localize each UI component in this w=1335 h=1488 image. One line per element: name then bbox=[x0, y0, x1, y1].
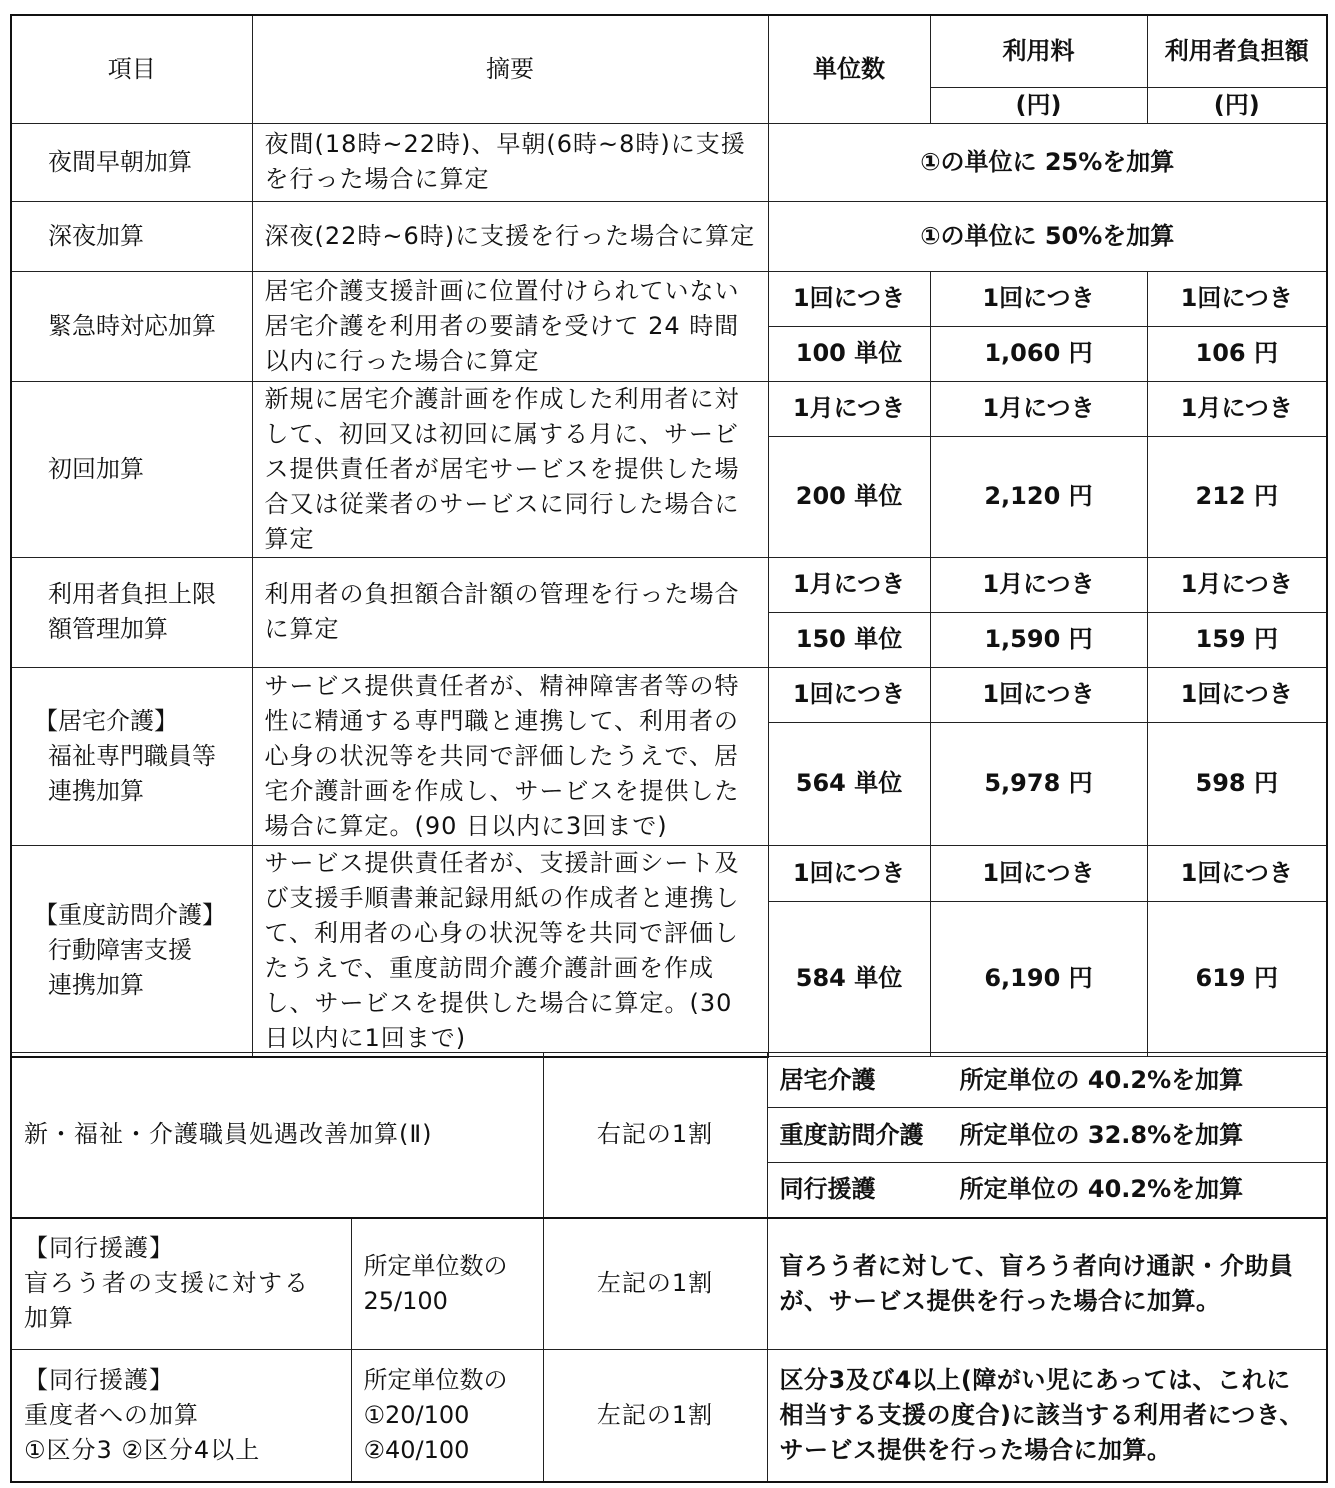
row-description: 利用者の負担額合計額の管理を行った場合に算定 bbox=[252, 557, 768, 667]
units-value: 100 単位 bbox=[768, 326, 930, 381]
row-label bbox=[11, 845, 252, 1057]
table-row bbox=[11, 271, 1327, 326]
per-unit-label: 1月につき bbox=[768, 381, 930, 436]
row-label-line: 盲ろう者の支援に対する bbox=[24, 1269, 310, 1298]
row-label-line: 重度者への加算 bbox=[24, 1400, 199, 1429]
row-description: 居宅介護支援計画に位置付けられていない居宅介護を利用者の要請を受けて 24 時間以内に行った場合に算定 bbox=[252, 271, 768, 381]
row-label: 夜間早朝加算 bbox=[11, 123, 252, 201]
row-label-line: 【居宅介護】 bbox=[34, 706, 178, 735]
row-merged-rate: ①の単位に 25%を加算 bbox=[768, 123, 1327, 201]
units-cell bbox=[351, 1350, 543, 1482]
row-description: 夜間(18時~22時)、早朝(6時~8時)に支援を行った場合に算定 bbox=[252, 123, 768, 201]
row-description: サービス提供責任者が、支援計画シート及び支援手順書兼記録用紙の作成者と連携して、利用者の心身の状況等を共同で評価したうえで、重度訪問介護介護計画を作成し、サービスを提供した場合に算定。(30 日以内に1回まで) bbox=[252, 845, 768, 1057]
burden-value: 159 円 bbox=[1147, 612, 1327, 667]
table-row bbox=[11, 557, 1327, 612]
units-value: 150 単位 bbox=[768, 612, 930, 667]
fee-value: 2,120 円 bbox=[930, 436, 1147, 557]
units-line: 所定単位数の bbox=[363, 1365, 508, 1394]
table-row bbox=[11, 201, 1327, 271]
table-row bbox=[11, 381, 1327, 436]
header-units: 単位数 bbox=[768, 15, 930, 123]
per-unit-label: 1月につき bbox=[768, 557, 930, 612]
per-unit-label: 1回につき bbox=[768, 667, 930, 722]
row-label bbox=[11, 1218, 351, 1350]
rate-value: 所定単位の 32.8%を加算 bbox=[959, 1120, 1244, 1149]
table-row bbox=[11, 1350, 1327, 1482]
burden-value: 106 円 bbox=[1147, 326, 1327, 381]
rate-service: 居宅介護 bbox=[779, 1065, 876, 1094]
rate-row bbox=[767, 1108, 1327, 1163]
table-row bbox=[11, 845, 1327, 901]
row-label bbox=[11, 557, 252, 667]
fee-table bbox=[10, 14, 1328, 1058]
per-fee-label: 1月につき bbox=[930, 557, 1147, 612]
fee-value: 6,190 円 bbox=[930, 901, 1147, 1056]
row-label: 深夜加算 bbox=[11, 201, 252, 271]
units-line: 25/100 bbox=[363, 1286, 448, 1315]
fee-value: 5,978 円 bbox=[930, 722, 1147, 845]
additional-fee-table bbox=[10, 1052, 1328, 1483]
units-line: ①20/100 bbox=[363, 1400, 470, 1429]
units-line: 所定単位数の bbox=[363, 1251, 508, 1280]
units-cell bbox=[351, 1218, 543, 1350]
per-burden-label: 1回につき bbox=[1147, 271, 1327, 326]
header-item: 項目 bbox=[11, 15, 252, 123]
per-fee-label: 1月につき bbox=[930, 381, 1147, 436]
units-line: ②40/100 bbox=[363, 1435, 470, 1464]
fee-cell: 左記の1割 bbox=[543, 1350, 767, 1482]
note-cell: 盲ろう者に対して、盲ろう者向け通訳・介助員が、サービス提供を行った場合に加算。 bbox=[767, 1218, 1327, 1350]
per-unit-label: 1回につき bbox=[768, 845, 930, 901]
row-description: 新規に居宅介護計画を作成した利用者に対して、初回又は初回に属する月に、サービス提供責任者が居宅サービスを提供した場合又は従業者のサービスに同行した場合に算定 bbox=[252, 381, 768, 557]
note-cell: 区分3及び4以上(障がい児にあっては、これに相当する支援の度合)に該当する利用者につき、サービス提供を行った場合に加算。 bbox=[767, 1350, 1327, 1482]
fee-cell: 左記の1割 bbox=[543, 1218, 767, 1350]
header-user-burden: 利用者負担額 bbox=[1147, 15, 1327, 87]
row-label-line: 額管理加算 bbox=[48, 615, 168, 643]
rate-service: 同行援護 bbox=[779, 1175, 876, 1204]
improvement-label: 新・福祉・介護職員処遇改善加算(Ⅱ) bbox=[11, 1053, 543, 1218]
row-merged-rate: ①の単位に 50%を加算 bbox=[768, 201, 1327, 271]
fee-value: 1,590 円 bbox=[930, 612, 1147, 667]
per-fee-label: 1回につき bbox=[930, 667, 1147, 722]
units-value: 200 単位 bbox=[768, 436, 930, 557]
fee-value: 1,060 円 bbox=[930, 326, 1147, 381]
row-description: 深夜(22時~6時)に支援を行った場合に算定 bbox=[252, 201, 768, 271]
row-description: サービス提供責任者が、精神障害者等の特性に精通する専門職と連携して、利用者の心身の状況等を共同で評価したうえで、居宅介護計画を作成し、サービスを提供した場合に算定。(90 日以内に3回まで) bbox=[252, 667, 768, 845]
row-label-line: 行動障害支援 bbox=[48, 936, 192, 964]
row-label-line: 連携加算 bbox=[48, 776, 144, 805]
row-label-line: 【同行援護】 bbox=[24, 1365, 174, 1394]
header-fee: 利用料 bbox=[930, 15, 1147, 87]
per-fee-label: 1回につき bbox=[930, 271, 1147, 326]
table-row bbox=[11, 1218, 1327, 1350]
row-label bbox=[11, 1350, 351, 1482]
burden-value: 598 円 bbox=[1147, 722, 1327, 845]
rate-row bbox=[767, 1163, 1327, 1218]
per-burden-label: 1月につき bbox=[1147, 557, 1327, 612]
row-label-line: 加算 bbox=[24, 1304, 74, 1333]
per-burden-label: 1月につき bbox=[1147, 381, 1327, 436]
improvement-middle: 右記の1割 bbox=[543, 1053, 767, 1218]
row-label-line: 福祉専門職員等 bbox=[48, 741, 216, 770]
burden-value: 212 円 bbox=[1147, 436, 1327, 557]
row-label-line: 【同行援護】 bbox=[24, 1234, 174, 1263]
row-label: 緊急時対応加算 bbox=[11, 271, 252, 381]
rate-service: 重度訪問介護 bbox=[779, 1120, 924, 1149]
table-row bbox=[11, 1053, 1327, 1108]
per-fee-label: 1回につき bbox=[930, 845, 1147, 901]
header-burden-unit: (円) bbox=[1147, 87, 1327, 123]
rate-row bbox=[767, 1053, 1327, 1108]
header-summary: 摘要 bbox=[252, 15, 768, 123]
units-value: 564 単位 bbox=[768, 722, 930, 845]
rate-value: 所定単位の 40.2%を加算 bbox=[959, 1175, 1244, 1204]
burden-value: 619 円 bbox=[1147, 901, 1327, 1056]
per-unit-label: 1回につき bbox=[768, 271, 930, 326]
row-label bbox=[11, 667, 252, 845]
rate-value: 所定単位の 40.2%を加算 bbox=[959, 1065, 1244, 1094]
table-row bbox=[11, 123, 1327, 201]
row-label-line: ①区分3 ②区分4以上 bbox=[24, 1435, 261, 1464]
row-label-line: 利用者負担上限 bbox=[48, 580, 216, 608]
per-burden-label: 1回につき bbox=[1147, 845, 1327, 901]
table-row bbox=[11, 667, 1327, 722]
row-label-line: 【重度訪問介護】 bbox=[34, 901, 226, 929]
units-value: 584 単位 bbox=[768, 901, 930, 1056]
per-burden-label: 1回につき bbox=[1147, 667, 1327, 722]
header-fee-unit: (円) bbox=[930, 87, 1147, 123]
row-label-line: 連携加算 bbox=[48, 971, 144, 999]
row-label: 初回加算 bbox=[11, 381, 252, 557]
